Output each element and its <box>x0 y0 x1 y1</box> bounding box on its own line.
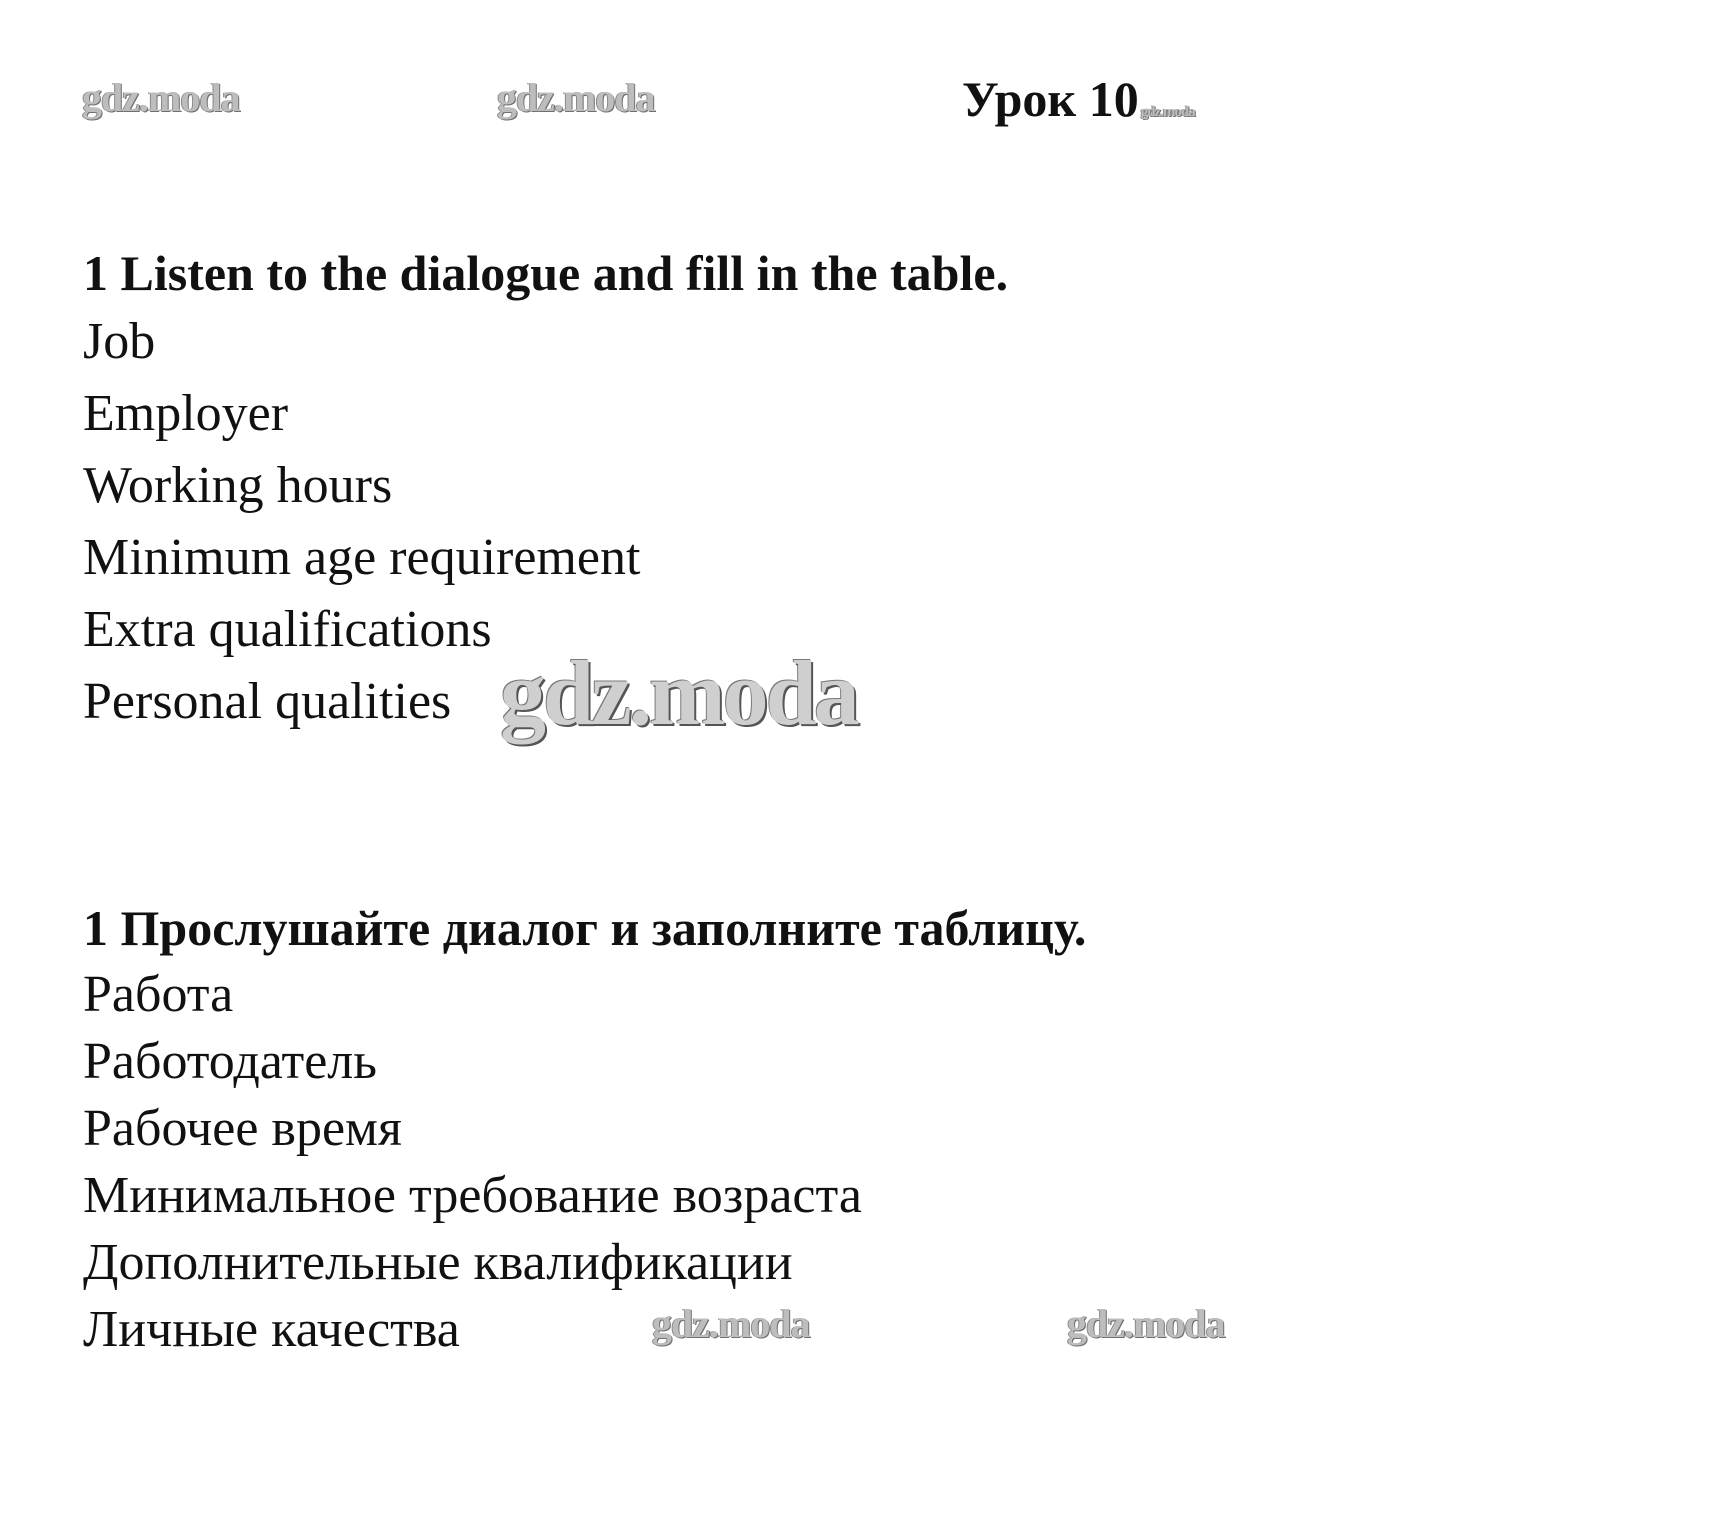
russian-item-job: Работа <box>83 966 234 1023</box>
watermark-top-center: gdz.moda <box>497 75 655 120</box>
english-item-working-hours: Working hours <box>83 457 393 514</box>
english-item-job: Job <box>83 313 156 370</box>
english-item-employer: Employer <box>83 385 289 442</box>
russian-heading: 1 Прослушайте диалог и заполните таблицу. <box>83 900 1087 956</box>
russian-item-employer: Работодатель <box>83 1033 377 1090</box>
russian-item-personal-qualities: Личные качества <box>83 1301 460 1358</box>
watermark-bottom-center: gdz.moda <box>652 1301 810 1346</box>
russian-item-working-hours: Рабочее время <box>83 1100 402 1157</box>
english-item-extra-qualifications: Extra qualifications <box>83 601 492 658</box>
watermark-large-center: gdz.moda <box>500 642 857 744</box>
lesson-title <box>962 70 1193 128</box>
russian-item-extra-qualifications: Дополнительные квалификации <box>83 1234 793 1291</box>
russian-section <box>83 895 1086 1363</box>
lesson-title-text: Урок 10 <box>962 71 1139 127</box>
watermark-top-left: gdz.moda <box>82 75 240 120</box>
watermark-bottom-right: gdz.moda <box>1067 1301 1225 1346</box>
english-heading: 1 Listen to the dialogue and fill in the table. <box>83 245 1009 301</box>
english-item-personal-qualities: Personal qualities <box>83 673 452 730</box>
english-item-minimum-age: Minimum age requirement <box>83 529 641 586</box>
russian-item-minimum-age: Минимальное требование возраста <box>83 1167 862 1224</box>
watermark-title-inline: gdz.moda <box>1140 104 1195 120</box>
